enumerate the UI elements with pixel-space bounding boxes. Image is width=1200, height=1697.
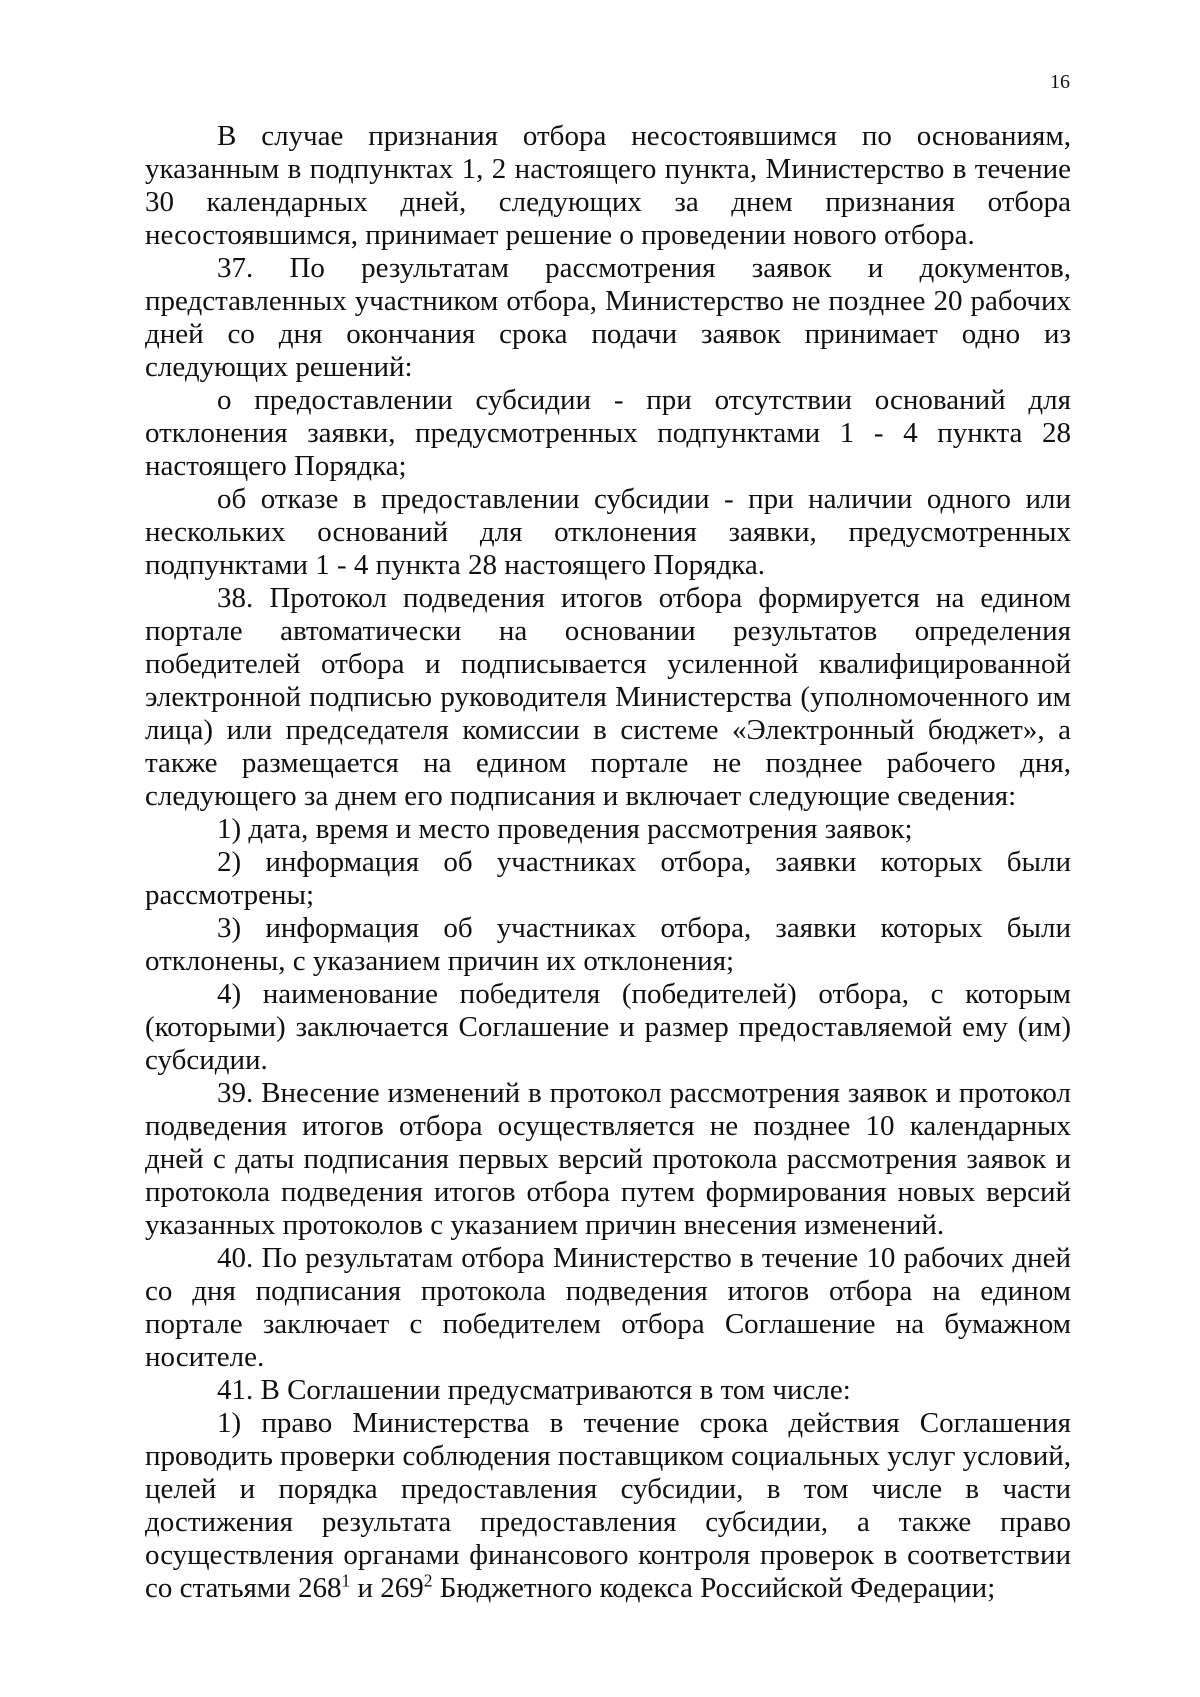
paragraph-41-item-1 <box>145 1407 1071 1605</box>
paragraph-41-item-1-text-after: Бюджетного кодекса Российской Федерации; <box>432 1572 996 1604</box>
paragraph-38-item-2: 2) информация об участниках отбора, заявки которых были рассмотрены; <box>145 846 1071 911</box>
paragraph-decision-grant: о предоставлении субсидии - при отсутствии оснований для отклонения заявки, предусмотренных подпунктами 1 - 4 пункта 28 настоящего Порядка; <box>145 384 1071 482</box>
paragraph-41: 41. В Соглашении предусматриваются в том числе: <box>217 1374 851 1406</box>
paragraph-failed-selection: В случае признания отбора несостоявшимся по основаниям, указанным в подпунктах 1, 2 настоящего пункта, Министерство в течение 30 календарных дней, следующих за днем признания отбора несостоявшимся, принимает решение о проведении нового отбора. <box>145 120 1071 251</box>
paragraph-38: 38. Протокол подведения итогов отбора формируется на едином портале автоматически на основании результатов определения победителей отбора и подписывается усиленной квалифицированной электронной подписью руководителя Министерства (уполномоченного им лица) или председателя комиссии в системе «Электронный бюджет», а также размещается на едином портале не позднее рабочего дня, следующего за днем его подписания и включает следующие сведения: <box>145 582 1071 812</box>
document-body <box>145 120 1071 1605</box>
paragraph-41-item-1-text-before: 1) право Министерства в течение срока действия Соглашения проводить проверки соблюдения поставщиком социальных услуг условий, целей и порядка предоставления субсидии, в том числе в части достижения результата предоставления субсидии, а также право осуществления органами финансового контроля проверок в соответствии со статьями 268 <box>145 1407 1071 1604</box>
superscript-2: 2 <box>423 1570 433 1591</box>
paragraph-decision-refuse: об отказе в предоставлении субсидии - при наличии одного или нескольких оснований для отклонения заявки, предусмотренных подпунктами 1 - 4 пункта 28 настоящего Порядка. <box>145 483 1071 581</box>
paragraph-41-item-1-text-middle: и 269 <box>350 1572 424 1604</box>
paragraph-38-item-4: 4) наименование победителя (победителей) отбора, с которым (которыми) заключается Соглашение и размер предоставляемой ему (им) субсидии. <box>145 978 1071 1076</box>
paragraph-38-item-1: 1) дата, время и место проведения рассмотрения заявок; <box>217 813 913 845</box>
paragraph-40: 40. По результатам отбора Министерство в течение 10 рабочих дней со дня подписания протокола подведения итогов отбора на едином портале заключает с победителем отбора Соглашение на бумажном носителе. <box>145 1242 1071 1373</box>
paragraph-39: 39. Внесение изменений в протокол рассмотрения заявок и протокол подведения итогов отбора осуществляется не позднее 10 календарных дней с даты подписания первых версий протокола рассмотрения заявок и протокола подведения итогов отбора путем формирования новых версий указанных протоколов с указанием причин внесения изменений. <box>145 1077 1071 1241</box>
superscript-1: 1 <box>341 1570 351 1591</box>
paragraph-37: 37. По результатам рассмотрения заявок и документов, представленных участником отбора, Министерство не позднее 20 рабочих дней со дня окончания срока подачи заявок принимает одно из следующих решений: <box>145 252 1071 383</box>
paragraph-38-item-3: 3) информация об участниках отбора, заявки которых были отклонены, с указанием причин их отклонения; <box>145 912 1071 977</box>
page-number: 16 <box>1050 71 1070 93</box>
